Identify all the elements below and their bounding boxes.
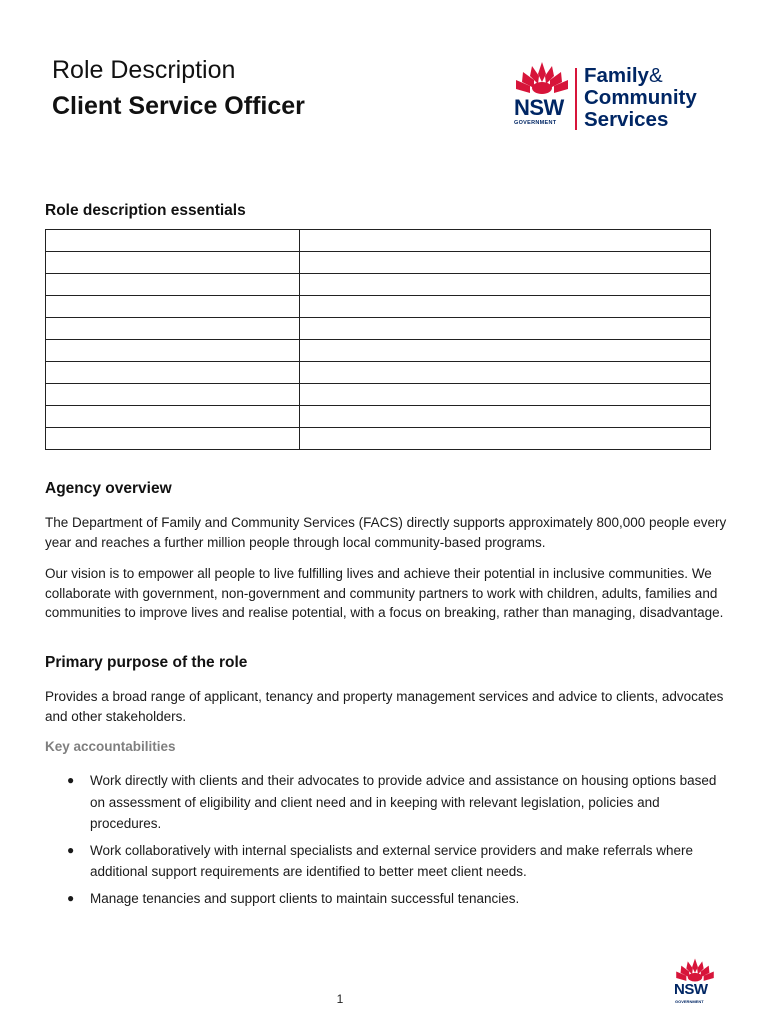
bullet-icon: ● — [67, 890, 75, 905]
essentials-key-cell — [46, 428, 300, 450]
agency-paragraph-1: The Department of Family and Community Services (FACS) directly supports approximately 800,000 people every year and reaches a further million people through local community-based programs. — [45, 515, 727, 550]
essentials-key-cell — [46, 274, 300, 296]
essentials-row — [46, 428, 711, 450]
essentials-row — [46, 340, 711, 362]
waratah-icon — [512, 60, 572, 96]
document-type: Role Description — [52, 56, 236, 84]
footer-nsw-wordmark: NSW — [674, 981, 708, 998]
accountabilities-list — [45, 770, 720, 914]
essentials-row — [46, 296, 711, 318]
essentials-key-cell — [46, 362, 300, 384]
essentials-row — [46, 318, 711, 340]
accountability-item — [45, 770, 720, 835]
essentials-table — [45, 229, 711, 450]
accountability-item — [45, 840, 720, 883]
essentials-row — [46, 384, 711, 406]
essentials-value-cell — [300, 296, 711, 318]
bullet-icon: ● — [67, 842, 75, 857]
brand-line1: Family — [584, 64, 649, 87]
essentials-key-cell — [46, 406, 300, 428]
essentials-row — [46, 252, 711, 274]
essentials-value-cell — [300, 274, 711, 296]
accountability-text: Work collaboratively with internal specialists and external service providers and make referrals where additional support requirements are identified to better meet client needs. — [90, 842, 694, 879]
essentials-value-cell — [300, 406, 711, 428]
essentials-key-cell — [46, 252, 300, 274]
agency-heading: Agency overview — [45, 480, 172, 497]
essentials-key-cell — [46, 230, 300, 252]
role-title: Client Service Officer — [52, 92, 305, 120]
accountabilities-heading: Key accountabilities — [45, 739, 176, 754]
logo-divider — [575, 68, 577, 130]
brand-line2: Community — [584, 86, 697, 109]
waratah-icon — [672, 957, 718, 983]
essentials-key-cell — [46, 318, 300, 340]
essentials-value-cell — [300, 318, 711, 340]
essentials-heading: Role description essentials — [45, 202, 246, 219]
facs-logo — [512, 60, 712, 136]
accountability-text: Manage tenancies and support clients to maintain successful tenancies. — [90, 890, 520, 906]
essentials-value-cell — [300, 340, 711, 362]
essentials-value-cell — [300, 428, 711, 450]
footer-government-wordmark: GOVERNMENT — [675, 999, 704, 1004]
essentials-value-cell — [300, 230, 711, 252]
essentials-key-cell — [46, 384, 300, 406]
essentials-value-cell — [300, 384, 711, 406]
essentials-row — [46, 274, 711, 296]
page-number: 1 — [336, 992, 344, 1006]
brand-ampersand: & — [648, 64, 663, 87]
essentials-key-cell — [46, 296, 300, 318]
essentials-row — [46, 406, 711, 428]
accountability-item — [45, 888, 720, 910]
accountability-text: Work directly with clients and their advocates to provide advice and assistance on housing options based on assessment of eligibility and client need and in keeping with relevant legislation, policies and procedures. — [90, 773, 717, 831]
nsw-government-logo — [672, 957, 722, 1007]
purpose-heading: Primary purpose of the role — [45, 654, 248, 671]
purpose-paragraph: Provides a broad range of applicant, tenancy and property management services and advice to clients, advocates and other stakeholders. — [45, 689, 724, 724]
nsw-wordmark: NSW — [514, 95, 564, 120]
essentials-row — [46, 230, 711, 252]
essentials-value-cell — [300, 362, 711, 384]
bullet-icon: ● — [67, 773, 75, 787]
essentials-value-cell — [300, 252, 711, 274]
essentials-row — [46, 362, 711, 384]
brand-line3: Services — [584, 108, 669, 131]
essentials-key-cell — [46, 340, 300, 362]
agency-paragraph-2: Our vision is to empower all people to live fulfilling lives and achieve their potential in inclusive communities. We collaborate with government, non-government and community partners to work with children, adults, families and communities to improve lives and realise potential, with a focus on breaking, rather than managing, disadvantage. — [45, 566, 724, 620]
government-wordmark: GOVERNMENT — [514, 120, 557, 126]
brand-name — [584, 65, 697, 131]
